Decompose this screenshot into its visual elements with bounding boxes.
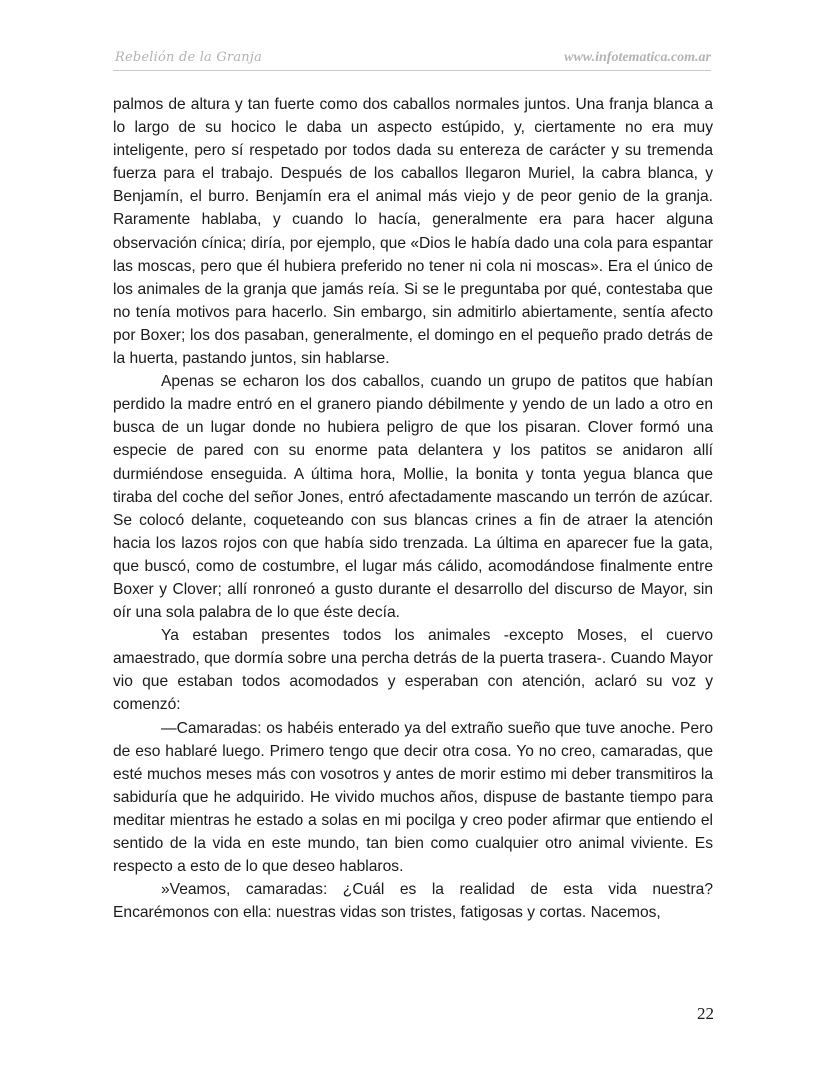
paragraph: »Veamos, camaradas: ¿Cuál es la realidad de esta vida nuestra? Encarémonos con ella: nuestras vidas son tristes, fatigosas y cortas. Nacemos, [113, 881, 713, 922]
source-url: www.infotematica.com.ar [564, 50, 711, 65]
book-title: Rebelión de la Granja [115, 50, 263, 65]
paragraph: palmos de altura y tan fuerte como dos caballos normales juntos. Una franja blanca a lo largo de su hocico le daba un aspecto estúpido, y, ciertamente no era muy inteligente, pero sí respetado por todos dada su entereza de carácter y su tremenda fuerza para el trabajo. Después de los caballos llegaron Muriel, la cabra blanca, y Benjamín, el burro. Benjamín era el animal más viejo y de peor genio de la granja. Raramente hablaba, y cuando lo hacía, generalmente era para hacer alguna observación cínica; diría, por ejemplo, que «Dios le había dado una cola para espantar las moscas, pero que él hubiera preferido no tener ni cola ni moscas». Era el único de los animales de la granja que jamás reía. Si se le preguntaba por qué, contestaba que no tenía motivos para hacerlo. Sin embargo, sin admitirlo abiertamente, sentía afecto por Boxer; los dos pasaban, generalmente, el domingo en el pequeño prado detrás de la huerta, pastando juntos, sin hablarse. [113, 96, 713, 368]
page-number: 22 [697, 1004, 714, 1023]
paragraph: —Camaradas: os habéis enterado ya del extraño sueño que tuve anoche. Pero de eso hablaré luego. Primero tengo que decir otra cosa. Yo no creo, camaradas, que esté muchos meses más con vosotros y antes de morir estimo mi deber transmitiros la sabiduría que he adquirido. He vivido muchos años, dispuse de bastante tiempo para meditar mientras he estado a solas en mi pocilga y creo poder afirmar que entiendo el sentido de la vida en este mundo, tan bien como cualquier otro animal viviente. Es respecto a esto de lo que deseo hablaros. [113, 719, 713, 876]
paragraph: Apenas se echaron los dos caballos, cuando un grupo de patitos que habían perdido la madre entró en el granero piando débilmente y yendo de un lado a otro en busca de un lugar donde no hubiera peligro de que los pisaran. Clover formó una especie de pared con su enorme pata delantera y los patitos se anidaron allí durmiéndose enseguida. A última hora, Mollie, la bonita y tonta yegua blanca que tiraba del coche del señor Jones, entró afectadamente mascando un terrón de azúcar. Se colocó delante, coqueteando con sus blancas crines a fin de atraer la atención hacia los lazos rojos con que había sido trenzada. La última en aparecer fue la gata, que buscó, como de costumbre, el lugar más cálido, acomodándose finalmente entre Boxer y Clover; allí ronroneó a gusto durante el desarrollo del discurso de Mayor, sin oír una sola palabra de lo que éste decía. [113, 373, 713, 622]
paragraph: Ya estaban presentes todos los animales -excepto Moses, el cuervo amaestrado, que dormía sobre una percha detrás de la puerta trasera-. Cuando Mayor vio que estaban todos acomodados y esperaban con atención, aclaró su voz y comenzó: [113, 627, 713, 714]
page-header [113, 48, 711, 71]
body-text [113, 93, 713, 924]
